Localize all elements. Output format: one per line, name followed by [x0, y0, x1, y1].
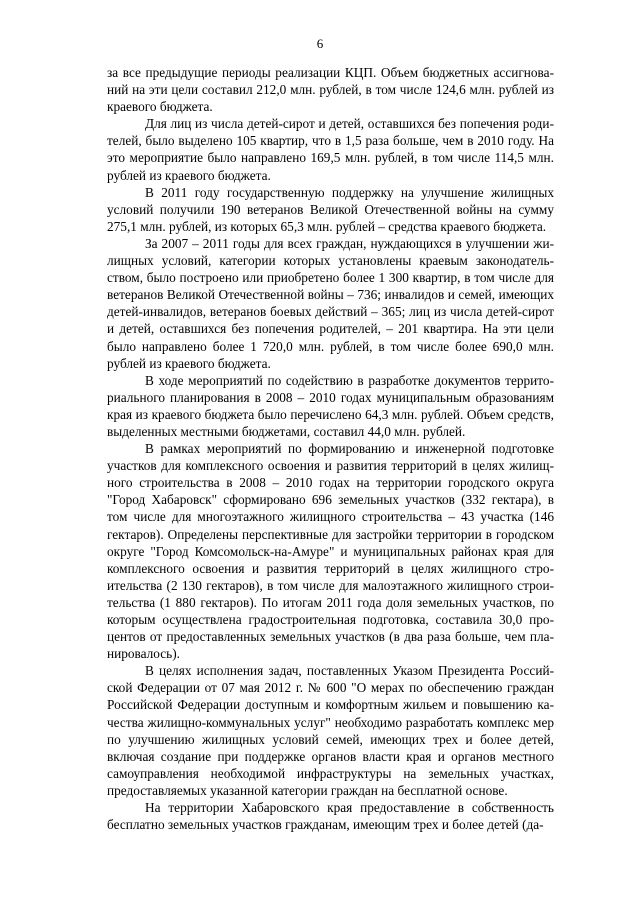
paragraph-territorial-planning: В ходе мероприятий по содействию в разработке документов территориального планирования в 2008 – 2010 годах муниципальным образованиям края из краевого бюджета было перечислено 64,3 млн. рублей. Объем средств, выделенных местными бюджетами, составил 44,0 млн. рублей. [107, 372, 554, 439]
paragraph-veterans-support-2011: В 2011 году государственную поддержку на улучшение жилищных условий получили 190 ветеранов Великой Отечественной войны на сумму 275,1 млн. рублей, из которых 65,3 млн. рублей – средства краевого бюджета. [107, 184, 554, 234]
paragraph-land-plots: В рамках мероприятий по формированию и инженерной подготовке участков для комплексного освоения и развития территорий в целях жилищного строительства в 2008 – 2010 годах на территории городского округа "Город Хабаровск" сформировано 696 земельных участков (332 гектара), в том числе для многоэтажного жилищного строительства – 43 участка (146 гектаров). Определены перспективные для застройки территории в городском округе "Город Комсомольск-на-Амуре" и муниципальных районах края для комплексного освоения и развития территорий в целях жилищного строительства (2 130 гектаров), в том числе для малоэтажного жилищного строительства (1 880 гектаров). По итогам 2011 года доля земельных участков, по которым осуществлена градостроительная подготовка, составила 30,0 процентов от предоставленных земельных участков (в два раза больше, чем планировалось). [107, 441, 554, 662]
paragraph-orphans-housing: Для лиц из числа детей-сирот и детей, оставшихся без попечения родителей, было выделено 105 квартир, что в 1,5 раза больше, чем в 2010 году. На это мероприятие было направлено 169,5 млн. рублей, в том числе 114,5 млн. рублей из краевого бюджета. [107, 116, 554, 183]
paragraph-housing-2007-2011: За 2007 – 2011 годы для всех граждан, нуждающихся в улучшении жилищных условий, категории которых установлены краевым законодательством, было построено или приобретено более 1 300 квартир, в том числе для ветеранов Великой Отечественной войны – 736; инвалидов и семей, имеющих детей-инвалидов, ветеранов боевых действий – 365; лиц из числа детей-сирот и детей, оставшихся без попечения родителей, – 201 квартира. На эти цели было направлено более 1 720,0 млн. рублей, в том числе более 690,0 млн. рублей из краевого бюджета. [107, 235, 554, 371]
page-number: 6 [316, 36, 324, 51]
paragraph-budget-allocations: за все предыдущие периоды реализации КЦП. Объем бюджетных ассигнований на эти цели составил 212,0 млн. рублей, в том числе 124,6 млн. рублей из краевого бюджета. [107, 65, 554, 115]
paragraph-free-land-large-families: На территории Хабаровского края предоставление в собственность бесплатно земельных участков гражданам, имеющим трех и более детей (да- [107, 800, 554, 833]
document-body [107, 64, 554, 833]
paragraph-presidential-decree: В целях исполнения задач, поставленных Указом Президента Российской Федерации от 07 мая 2012 г. № 600 "О мерах по обеспечению граждан Российской Федерации доступным и комфортным жильем и повышению качества жилищно-коммунальных услуг" необходимо разработать комплекс мер по улучшению жилищных условий семей, имеющих трех и более детей, включая создание при поддержке органов власти края и органов местного самоуправления необходимой инфраструктуры на земельных участках, предоставляемых указанной категории граждан на бесплатной основе. [107, 663, 554, 798]
